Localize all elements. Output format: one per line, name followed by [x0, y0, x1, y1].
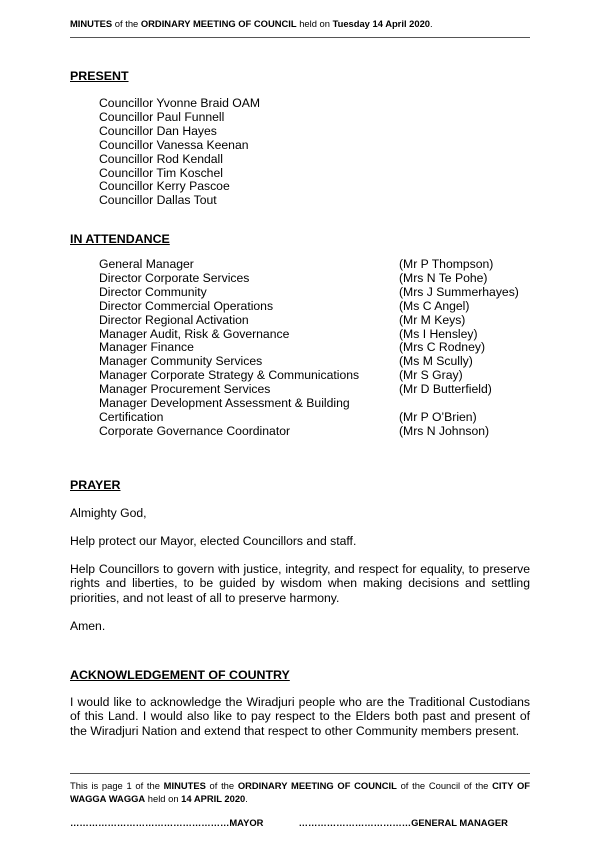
present-member: Councillor Tim Koschel	[99, 165, 223, 180]
attendance-role: Corporate Governance Coordinator	[99, 423, 291, 438]
header-date: Tuesday 14 April 2020	[332, 18, 431, 29]
footer-text: 14 APRIL 2020	[181, 792, 246, 804]
attendance-name: (Mr M Keys)	[399, 312, 466, 327]
attendance-heading: IN ATTENDANCE	[70, 232, 170, 246]
attendance-name: (Ms C Angel)	[399, 298, 470, 313]
general-manager-signature-line: ………………………………GENERAL MANAGER	[298, 817, 508, 828]
attendance-name	[399, 397, 539, 411]
attendance-row	[99, 411, 539, 425]
attendance-row	[99, 355, 539, 369]
attendance-name: (Ms M Scully)	[399, 354, 473, 369]
attendance-role: Manager Procurement Services	[99, 382, 271, 397]
attendance-row	[99, 328, 539, 342]
attendance-name: (Mr P Thompson)	[399, 257, 494, 271]
attendance-row	[99, 300, 539, 314]
attendance-role: General Manager	[99, 257, 194, 271]
attendance-name: (Mrs C Rodney)	[399, 340, 486, 355]
present-member: Councillor Paul Funnell	[99, 109, 225, 124]
footer-divider	[70, 773, 530, 774]
prayer-heading: PRAYER	[70, 478, 121, 492]
attendance-name: (Mrs N Te Pohe)	[399, 270, 488, 285]
prayer-paragraph: Help Councillors to govern with justice, integrity, and respect for equality, to preserve rights and liberties, to be guided by wisdom when making decisions and settling priorities, and not least of all to preserve harmony.	[70, 562, 530, 605]
footer-text: held on	[145, 792, 182, 804]
present-member: Councillor Rod Kendall	[99, 151, 223, 166]
prayer-paragraph: Amen.	[70, 619, 106, 633]
present-member: Councillor Yvonne Braid OAM	[99, 96, 261, 110]
attendance-row	[99, 397, 539, 411]
attendance-row	[99, 272, 539, 286]
present-member: Councillor Dallas Tout	[99, 193, 217, 208]
page-footer	[70, 780, 530, 805]
prayer-paragraph: Help protect our Mayor, elected Councillors and staff.	[70, 534, 357, 548]
attendance-role: Manager Community Services	[99, 354, 263, 369]
attendance-role: Certification	[99, 409, 164, 424]
acknowledgement-heading: ACKNOWLEDGEMENT OF COUNTRY	[70, 668, 290, 682]
present-member: Councillor Kerry Pascoe	[99, 179, 230, 194]
signature-lines	[70, 817, 530, 828]
header-minutes: MINUTES	[70, 18, 113, 29]
attendance-role: Manager Finance	[99, 340, 194, 355]
attendance-role: Director Commercial Operations	[99, 298, 274, 313]
attendance-list	[99, 258, 539, 439]
header-divider	[70, 37, 530, 38]
mayor-signature-line: ……………………………………………MAYOR	[70, 817, 264, 828]
attendance-row	[99, 383, 539, 397]
acknowledgement-paragraph: I would like to acknowledge the Wiradjuri people who are the Traditional Custodians of this Land. I would also like to pay respect to the Elders both past and present of the Wiradjuri Nation and extend that respect to other Community members present.	[70, 695, 530, 738]
footer-text: ORDINARY MEETING OF COUNCIL	[237, 780, 397, 791]
header-text: of the	[112, 18, 141, 29]
footer-text: .	[245, 792, 248, 804]
attendance-row	[99, 314, 539, 328]
attendance-name: (Ms I Hensley)	[399, 326, 478, 341]
attendance-row	[99, 369, 539, 383]
footer-text: of the Council of the	[396, 780, 493, 791]
footer-text: CITY OF WAGGA WAGGA	[70, 780, 531, 804]
attendance-role: Manager Audit, Risk & Governance	[99, 326, 290, 341]
footer-text: of the	[205, 780, 238, 791]
attendance-row	[99, 425, 539, 439]
attendance-name: (Mrs N Johnson)	[399, 423, 490, 438]
attendance-role: Director Corporate Services	[99, 270, 250, 285]
present-heading: PRESENT	[70, 69, 129, 83]
present-list	[99, 97, 260, 208]
attendance-role: Manager Development Assessment & Building	[99, 396, 350, 411]
header-text: held on	[296, 18, 333, 29]
attendance-role: Director Regional Activation	[99, 312, 249, 327]
attendance-name: (Mrs J Summerhayes)	[399, 284, 519, 299]
prayer-paragraph: Almighty God,	[70, 506, 147, 520]
header-meeting-name: ORDINARY MEETING OF COUNCIL	[140, 18, 297, 29]
attendance-role: Manager Corporate Strategy & Communications	[99, 368, 360, 383]
attendance-name: (Mr P O’Brien)	[399, 409, 477, 424]
footer-text: MINUTES	[163, 780, 206, 791]
header-text: .	[430, 18, 433, 29]
attendance-name: (Mr S Gray)	[399, 368, 463, 383]
attendance-row	[99, 286, 539, 300]
present-member: Councillor Vanessa Keenan	[99, 137, 249, 152]
page-header	[70, 18, 530, 30]
attendance-name: (Mr D Butterfield)	[399, 382, 492, 397]
present-member: Councillor Dan Hayes	[99, 123, 217, 138]
footer-text: This is page 1 of the	[70, 780, 164, 791]
attendance-row	[99, 341, 539, 355]
attendance-role: Director Community	[99, 284, 207, 299]
attendance-row	[99, 258, 539, 272]
